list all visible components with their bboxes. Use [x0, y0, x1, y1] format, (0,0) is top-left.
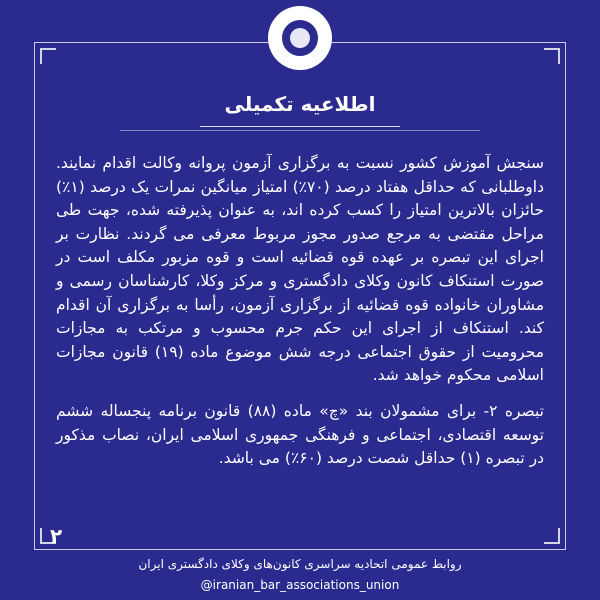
- emblem-logo-icon: [268, 6, 332, 70]
- paragraph-note-2: تبصره ۲- برای مشمولان بند «چ» ماده (۸۸) قانون برنامه پنجساله ششم توسعه اقتصادی، اجتماعی و فرهنگی جمهوری اسلامی ایران، نصاب مذکور در تبصره (۱) حداقل شصت درصد (۶۰٪) می باشد.: [56, 401, 544, 468]
- corner-ornament-bottom-right: [544, 528, 560, 544]
- paragraph-main: سنجش آموزش کشور نسبت به برگزاری آزمون پروانه وکالت اقدام نمایند. داوطلبانی که حداقل هفتاد درصد (۷۰٪) امتیاز میانگین نمرات یک درصد (۱٪) حائزان بالاترین امتیاز را کسب کرده اند، به عنوان پذیرفته شده، جهت طی مراحل مقتضی به مرجع صدور مجوز مربوط معرفی می گردند. نظارت بر اجرای این تبصره بر عهده قوه قضائیه است و قوه مزبور مکلف است در صورت استنکاف کانون وکلای دادگستری و مرکز وکلا، کارشناسان رسمی و مشاوران خانواده قوه قضائیه از برگزاری آزمون، رأسا به برگزاری آن اقدام کند. استنکاف از اجرای این حکم جرم محسوب و مرتکب به مجازات محرومیت از حقوق اجتماعی درجه شش موضوع ماده (۱۹) قانون مجازات اسلامی محکوم خواهد شد.: [56, 154, 544, 385]
- page-number: ۲: [50, 524, 63, 548]
- page-title: اطلاعیه تکمیلی: [224, 92, 376, 116]
- title-underline: [200, 126, 400, 127]
- footer-social-handle: @iranian_bar_associations_union: [200, 578, 400, 592]
- divider-line: [120, 130, 480, 131]
- corner-ornament-top-right: [544, 48, 560, 64]
- footer-organization: روابط عمومی اتحادیه سراسری کانون‌های وکلای دادگستری ایران: [138, 557, 462, 571]
- corner-ornament-top-left: [40, 48, 56, 64]
- announcement-body: [56, 152, 544, 483]
